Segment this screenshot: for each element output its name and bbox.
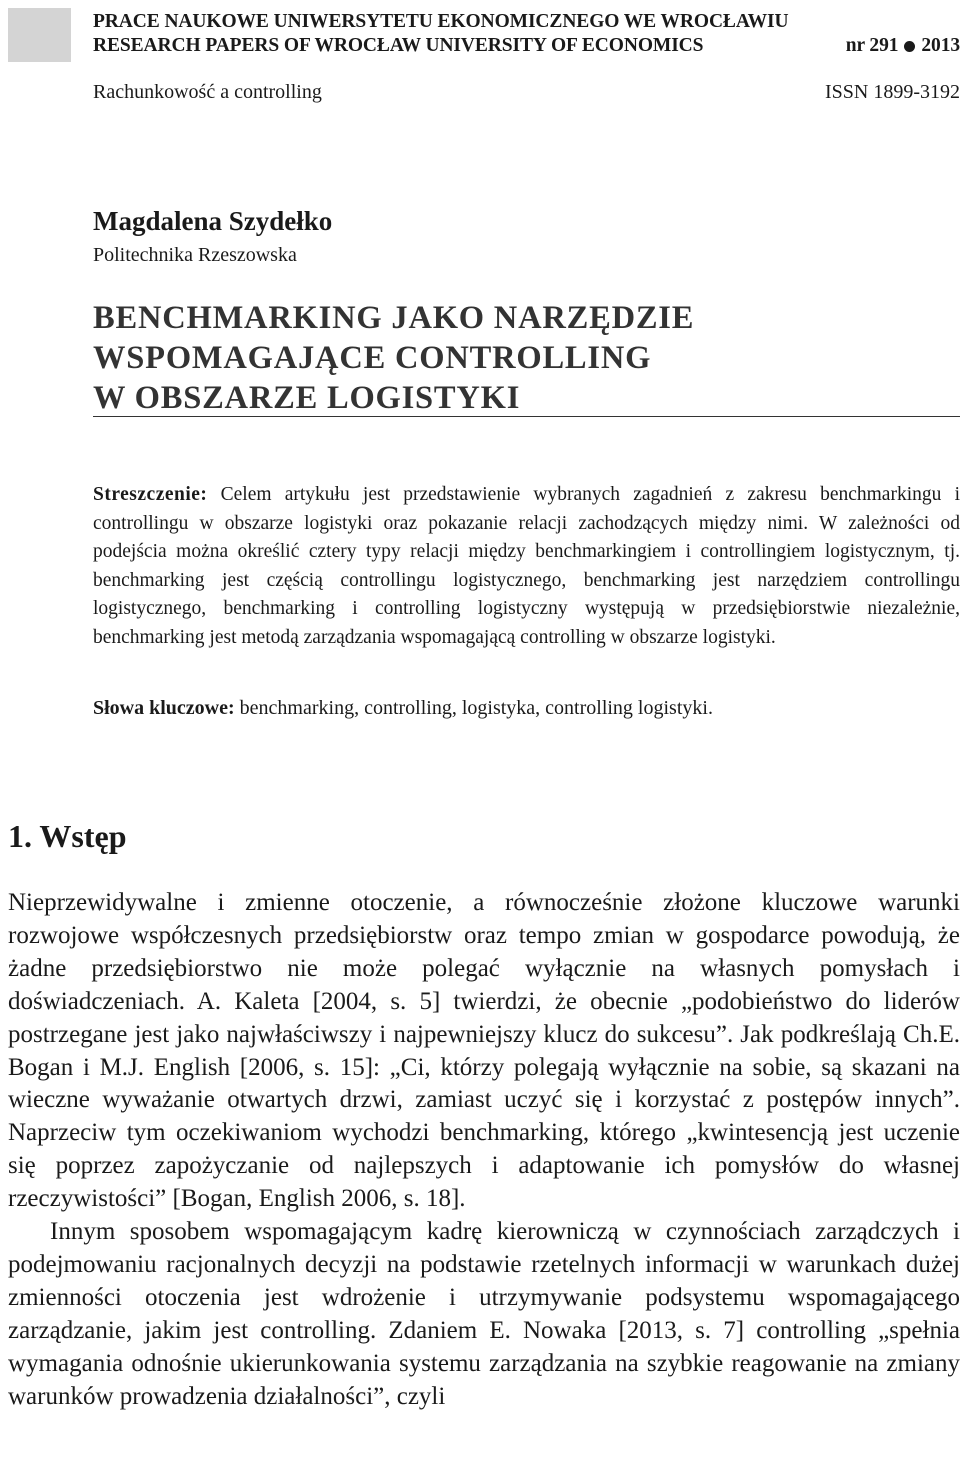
series-name: Rachunkowość a controlling	[93, 81, 322, 103]
issue-year: 2013	[921, 35, 960, 56]
abstract-label: Streszczenie:	[93, 484, 208, 505]
issn: ISSN 1899-3192	[824, 81, 960, 103]
journal-header	[93, 10, 960, 58]
keywords	[93, 694, 960, 722]
title-line: W OBSZARZE LOGISTYKI	[93, 380, 521, 416]
keywords-label: Słowa kluczowe:	[93, 697, 235, 719]
abstract-text: Celem artykułu jest przedstawienie wybranych zagadnień z zakresu benchmarkingu i controllingu w obszarze logistyki oraz pokazanie relacji zachodzących między nimi. W zależności od podejścia można określić cztery typy relacji między benchmarkingiem i controllingiem logistycznym, tj. benchmarking jest częścią controllingu logistycznego, benchmarking jest narzędziem controllingu logistycznego, benchmarking i controlling logistyczny występują w przedsiębiorstwie niezależnie, benchmarking jest metodą zarządzania wspomagającą controlling w obszarze logistyki.	[93, 484, 960, 648]
issue-info	[846, 34, 960, 58]
series-row	[93, 80, 960, 104]
keywords-text: benchmarking, controlling, logistyka, controlling logistyki.	[234, 697, 713, 719]
title-line: WSPOMAGAJĄCE CONTROLLING	[93, 340, 652, 376]
paragraph: Innym sposobem wspomagającym kadrę kierowniczą w czynnościach zarządczych i podejmowaniu racjonalnych decyzji na podstawie rzetelnych informacji w warunkach dużej zmienności otoczenia jest wdrożenie i utrzymywanie podsystemu wspomagającego zarządzanie, jakim jest controlling. Zdaniem E. Nowaka [2013, s. 7] controlling „spełnia wymagania odnośnie ukierunkowania systemu zarządzania na szybkie reagowanie na zmiany warunków prowadzenia działalności”, czyli	[8, 1218, 960, 1410]
paper-title	[93, 298, 694, 418]
title-divider	[93, 416, 960, 417]
journal-name-en: RESEARCH PAPERS OF WROCŁAW UNIVERSITY OF ECONOMICS	[93, 35, 704, 56]
author-affiliation: Politechnika Rzeszowska	[93, 244, 297, 266]
paragraph: Nieprzewidywalne i zmienne otoczenie, a równocześnie złożone kluczowe warunki rozwojowe współczesnych przedsiębiorstw oraz tempo zmian w gospodarce powodują, że żadne przedsiębiorstwo nie może polegać wyłącznie na własnych pomysłach i doświadczeniach. A. Kaleta [2004, s. 5] twierdzi, że obecnie „podobieństwo do liderów postrzegane jest jako najwłaściwszy i najpewniejszy klucz do sukcesu”. Jak podkreślają Ch.E. Bogan i M.J. English [2006, s. 15]: „Ci, którzy polegają wyłącznie na sobie, są skazani na wieczne wyważanie otwartych drzwi, zamiast uczyć się i korzystać z postępów innych”. Naprzeciw tym oczekiwaniom wychodzi benchmarking, którego „kwintesencją jest uczenie się poprzez zapożyczanie od najlepszych i adaptowanie ich pomysłów do własnej rzeczywistości” [Bogan, English 2006, s. 18].	[8, 889, 960, 1213]
journal-name-pl: PRACE NAUKOWE UNIWERSYTETU EKONOMICZNEGO WE WROCŁAWIU	[93, 11, 789, 32]
body-text	[8, 887, 960, 1414]
abstract	[93, 481, 960, 652]
section-heading: 1. Wstęp	[8, 818, 127, 854]
author-name: Magdalena Szydełko	[93, 206, 333, 236]
title-line: BENCHMARKING JAKO NARZĘDZIE	[93, 300, 695, 336]
bullet-icon	[904, 41, 915, 52]
issue-number: nr 291	[845, 35, 899, 56]
corner-gray-block	[8, 8, 71, 62]
